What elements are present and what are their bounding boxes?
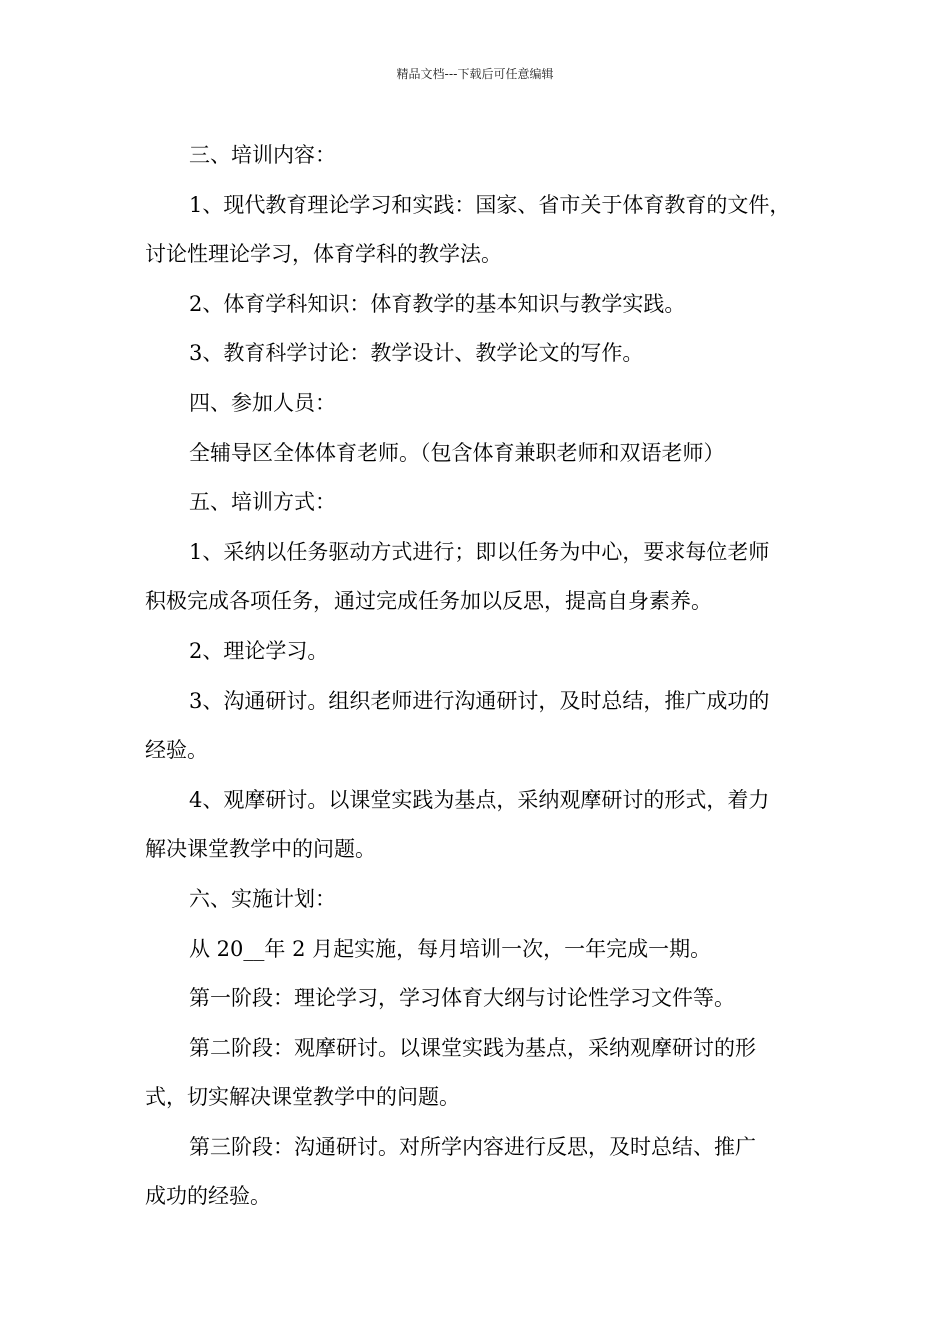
paragraph-line: 讨论性理论学习，体育学科的教学法。 bbox=[145, 242, 502, 267]
paragraph-line: 第一阶段：理论学习，学习体育大纲与讨论性学习文件等。 bbox=[189, 986, 735, 1011]
paragraph-line: 积极完成各项任务，通过完成任务加以反思，提高自身素养。 bbox=[145, 589, 712, 614]
paragraph-line: 第二阶段：观摩研讨。以课堂实践为基点，采纳观摩研讨的形 bbox=[189, 1035, 756, 1060]
paragraph-line: 全辅导区全体体育老师。（包含体育兼职老师和双语老师） bbox=[189, 440, 725, 465]
paragraph-line: 从 20__年 2 月起实施，每月培训一次，一年完成一期。 bbox=[189, 936, 712, 961]
section-heading-training-method: 五、培训方式： bbox=[189, 490, 336, 515]
paragraph-line: 解决课堂教学中的问题。 bbox=[145, 837, 376, 862]
paragraph-line: 1、采纳以任务驱动方式进行；即以任务为中心，要求每位老师 bbox=[189, 539, 770, 564]
paragraph-line: 经验。 bbox=[145, 738, 208, 763]
section-heading-implementation-plan: 六、实施计划： bbox=[189, 886, 336, 911]
page-header: 精品文档---下载后可任意编辑 bbox=[396, 67, 554, 81]
paragraph-line: 3、沟通研讨。组织老师进行沟通研讨，及时总结，推广成功的 bbox=[189, 688, 770, 713]
section-heading-participants: 四、参加人员： bbox=[189, 390, 336, 415]
paragraph-line: 式，切实解决课堂教学中的问题。 bbox=[145, 1085, 460, 1110]
document-body bbox=[145, 131, 825, 1222]
paragraph-line: 成功的经验。 bbox=[145, 1184, 271, 1209]
paragraph-line: 第三阶段：沟通研讨。对所学内容进行反思，及时总结、推广 bbox=[189, 1134, 756, 1159]
paragraph-line: 2、体育学科知识：体育教学的基本知识与教学实践。 bbox=[189, 291, 686, 316]
section-heading-training-content: 三、培训内容： bbox=[189, 143, 336, 167]
paragraph-line: 4、观摩研讨。以课堂实践为基点，采纳观摩研讨的形式，着力 bbox=[189, 787, 770, 812]
paragraph-line: 3、教育科学讨论：教学设计、教学论文的写作。 bbox=[189, 341, 644, 366]
paragraph-line: 2、理论学习。 bbox=[189, 638, 329, 663]
paragraph-line: 1、现代教育理论学习和实践：国家、省市关于体育教育的文件， bbox=[189, 192, 791, 217]
